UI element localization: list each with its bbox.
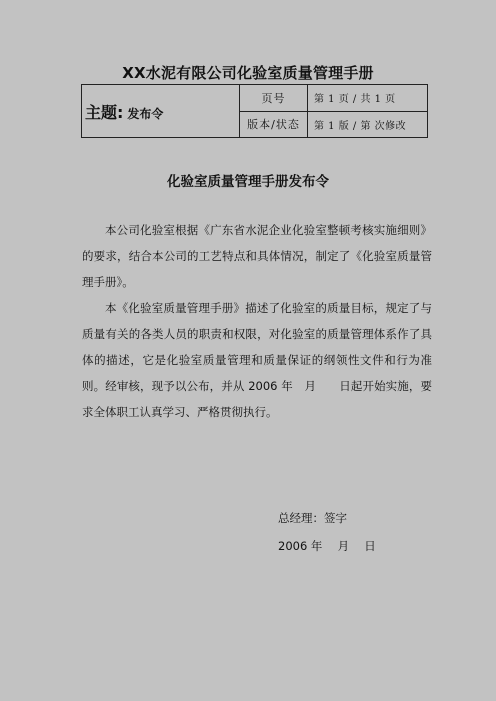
document-header-table — [81, 84, 428, 138]
version-status-label: 版本/状态 — [240, 111, 308, 138]
signature-date: 2006 年 月 日 — [278, 539, 376, 553]
header-row-page — [82, 85, 428, 112]
subject-cell — [82, 85, 240, 138]
signer-line: 总经理：签字 — [278, 511, 347, 525]
section-title: 化验室质量管理手册发布令 — [167, 174, 329, 190]
document-title: XX水泥有限公司化验室质量管理手册 — [122, 64, 374, 82]
page-number-value: 第 1 页 / 共 1 页 — [308, 85, 428, 112]
version-status-value: 第 1 版 / 第 次修改 — [308, 111, 428, 138]
subject-label: 主题: — [85, 102, 124, 122]
page-number-label: 页号 — [240, 85, 308, 112]
body-text — [82, 217, 432, 425]
subject-value: 发布令 — [127, 106, 164, 121]
paragraph-2: 本《化验室质量管理手册》描述了化验室的质量目标，规定了与质量有关的各类人员的职责和权限，对化验室的质量管理体系作了具体的描述，它是化验室质量管理和质量保证的纲领性文件和行为准则。经审核，现予以公布，并从 2006 年 月 日起开始实施，要求全体职工认真学习、严格贯彻执行。 — [82, 301, 432, 419]
signature-block — [278, 504, 376, 560]
paragraph-1: 本公司化验室根据《广东省水泥企业化验室整顿考核实施细则》的要求，结合本公司的工艺特点和具体情况，制定了《化验室质量管理手册》。 — [82, 223, 432, 289]
